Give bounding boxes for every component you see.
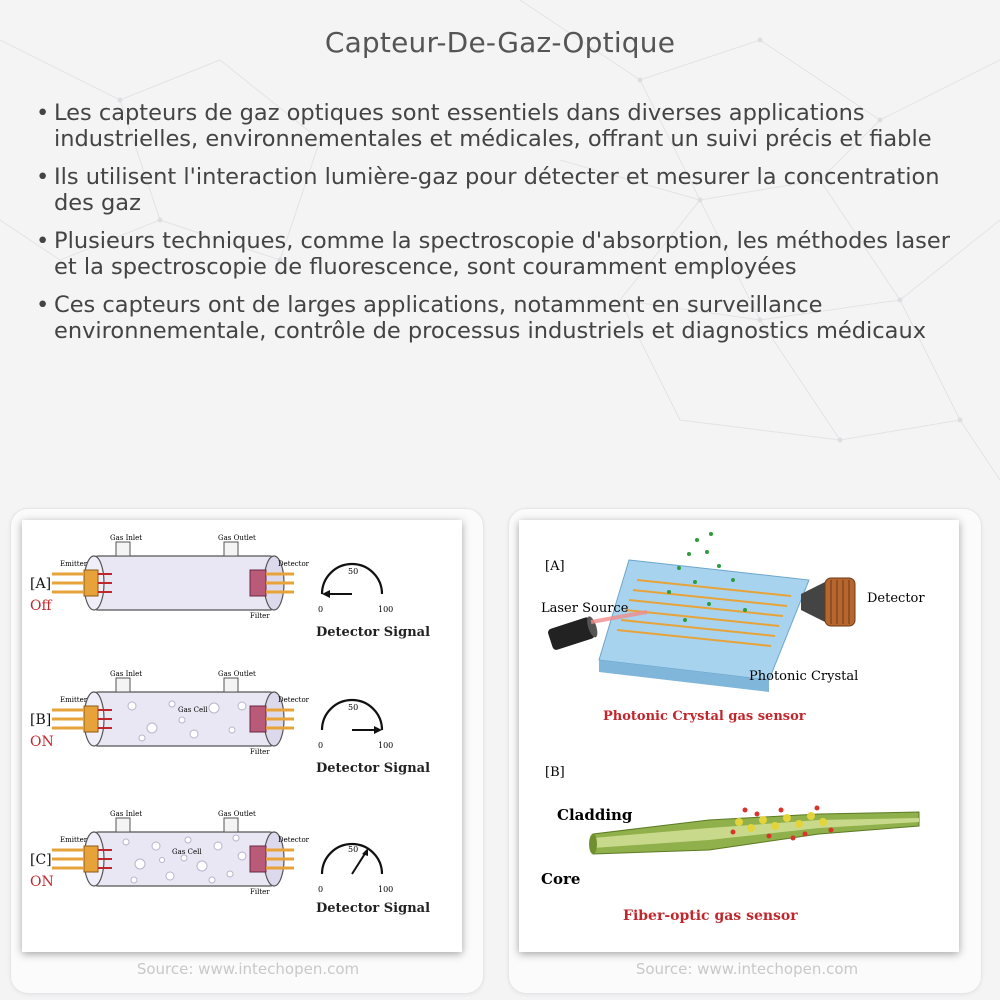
detector-signal-label: Detector Signal — [316, 761, 431, 776]
detector-signal-label: Detector Signal — [316, 901, 431, 916]
gauge-min-label: 0 — [318, 885, 324, 894]
bullet-dot: • — [36, 100, 50, 126]
panel-state: ON — [30, 734, 54, 750]
panel-b — [30, 670, 430, 776]
gas-cell-diagram — [22, 520, 462, 952]
detector-label: Detector — [867, 591, 925, 606]
laser-source-label: Laser Source — [541, 601, 629, 616]
detector-label: Detector — [278, 560, 310, 568]
bullet-text: Les capteurs de gaz optiques sont essentiels dans diverses applications industrielles, environnementales et médicales, offrant un suivi précis et fiable — [54, 100, 932, 152]
bullet-item — [34, 164, 964, 216]
panel-b-tag: [B] — [545, 765, 565, 780]
bullet-dot: • — [36, 292, 50, 318]
caption-b: Fiber-optic gas sensor — [623, 908, 798, 924]
gas-cell-label: Gas Cell — [172, 848, 202, 856]
emitter-label: Emitter — [60, 560, 88, 568]
filter-label: Filter — [250, 612, 270, 620]
emitter-label: Emitter — [60, 696, 88, 704]
gauge-mid-label: 50 — [348, 845, 359, 854]
panel-a-tag: [A] — [545, 559, 565, 574]
optical-fiber — [589, 812, 919, 854]
detector-device — [801, 578, 855, 626]
gas-inlet-label: Gas Inlet — [110, 534, 143, 542]
panel-state: Off — [30, 598, 52, 614]
panel-c — [30, 810, 430, 916]
gas-inlet-label: Gas Inlet — [110, 670, 143, 678]
bullet-text: Plusieurs techniques, comme la spectroscopie d'absorption, les méthodes laser et la spectroscopie de fluorescence, sont couramment employées — [54, 228, 951, 280]
gas-outlet-label: Gas Outlet — [218, 670, 256, 678]
gauge-min-label: 0 — [318, 605, 324, 614]
gas-cell-label: Gas Cell — [178, 706, 208, 714]
bullet-dot: • — [36, 164, 50, 190]
panel-state: ON — [30, 874, 54, 890]
photonic-crystal-label: Photonic Crystal — [749, 669, 859, 684]
detector-label: Detector — [278, 836, 310, 844]
optical-sensors-figure — [519, 520, 959, 952]
optical-sensors-diagram — [519, 520, 959, 952]
gas-outlet-label: Gas Outlet — [218, 810, 256, 818]
panel-tag: [B] — [30, 712, 52, 728]
caption-a: Photonic Crystal gas sensor — [603, 709, 806, 724]
gauge-mid-label: 50 — [348, 703, 359, 712]
core-label: Core — [541, 870, 581, 888]
emitter-label: Emitter — [60, 836, 88, 844]
gauge-min-label: 0 — [318, 741, 324, 750]
bullet-text: Ces capteurs ont de larges applications, notamment en surveillance environnementale, contrôle de processus industriels et diagnostics médicaux — [54, 292, 927, 344]
gas-outlet-label: Gas Outlet — [218, 534, 256, 542]
gauge-max-label: 100 — [378, 741, 394, 750]
panel-a — [30, 534, 430, 640]
gas-cell-figure — [22, 520, 462, 952]
cladding-label: Cladding — [557, 806, 633, 824]
gas-inlet-label: Gas Inlet — [110, 810, 143, 818]
source-credit-left: Source: www.intechopen.com — [136, 960, 360, 978]
page-title: Capteur-De-Gaz-Optique — [324, 26, 676, 59]
panel-tag: [C] — [30, 852, 52, 868]
bullet-item — [34, 292, 964, 344]
gauge-max-label: 100 — [378, 605, 394, 614]
panel-tag: [A] — [30, 576, 52, 592]
bullet-item — [34, 228, 964, 280]
detector-signal-label: Detector Signal — [316, 625, 431, 640]
gauge-max-label: 100 — [378, 885, 394, 894]
filter-label: Filter — [250, 888, 270, 896]
bullet-text: Ils utilisent l'interaction lumière-gaz pour détecter et mesurer la concentration des gaz — [54, 164, 940, 216]
bullet-item — [34, 100, 964, 152]
detector-label: Detector — [278, 696, 310, 704]
gauge-mid-label: 50 — [348, 567, 359, 576]
bullet-dot: • — [36, 228, 50, 254]
source-credit-right: Source: www.intechopen.com — [635, 960, 859, 978]
bullet-list — [34, 100, 964, 356]
filter-label: Filter — [250, 748, 270, 756]
